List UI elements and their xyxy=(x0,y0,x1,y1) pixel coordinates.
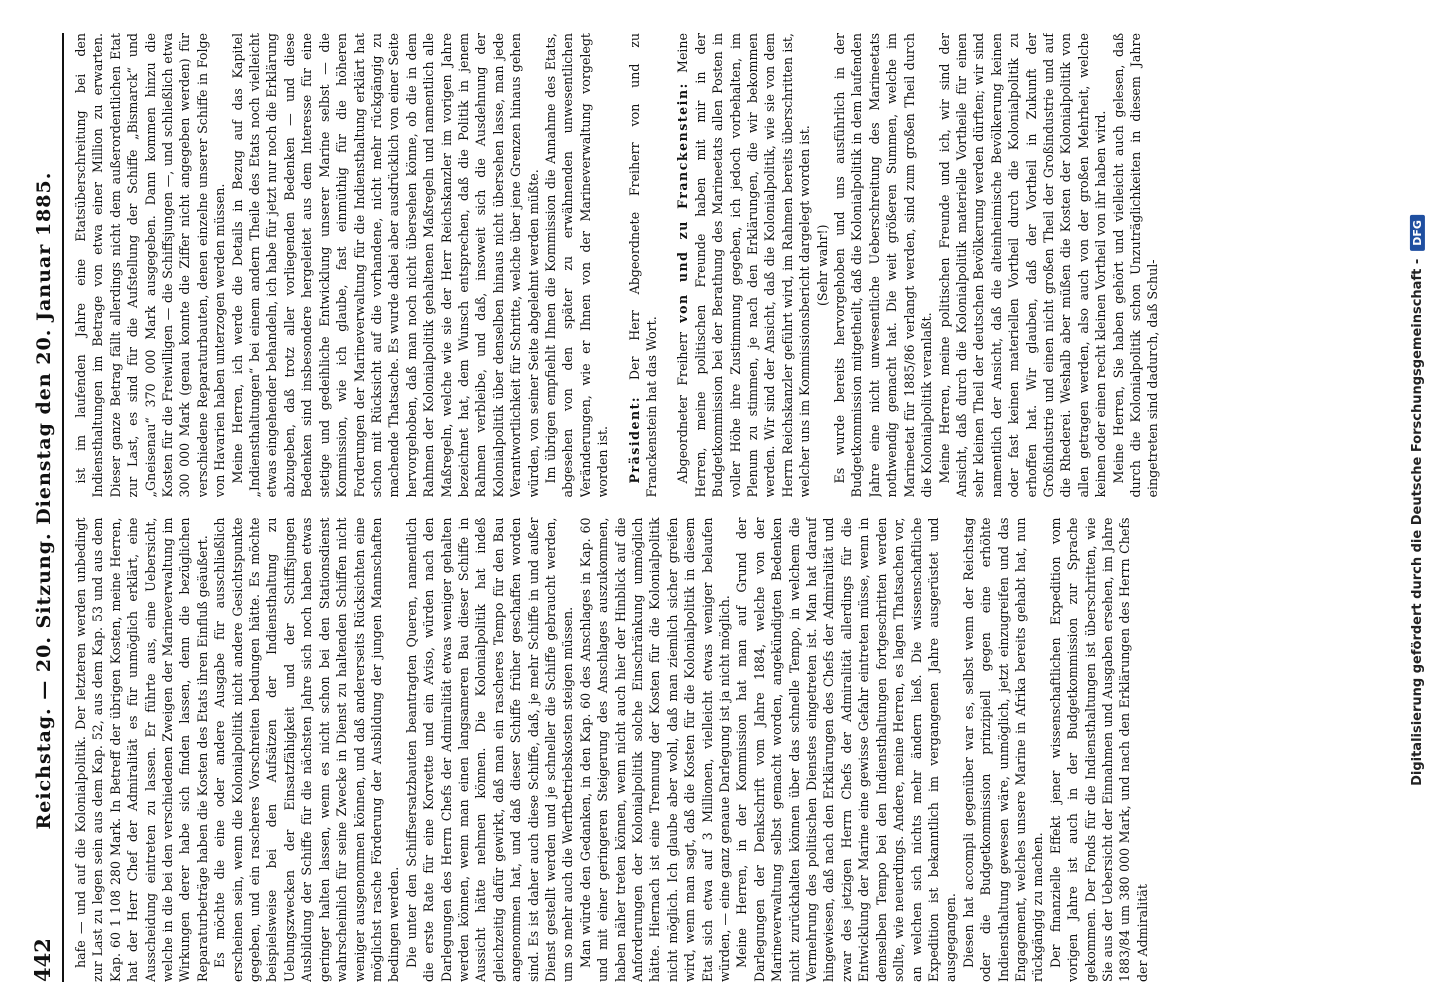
watermark-text: Digitalisierung gefördert durch die Deutsche Forschungsgemeinschaft - xyxy=(1409,258,1425,786)
president-text: Der Herr Abgeordnete Freiherr von und zu Franckenstein hat das Wort. xyxy=(626,33,659,498)
dfg-watermark xyxy=(1402,0,1432,1000)
dfg-logo-icon: DFG xyxy=(1410,215,1425,251)
paragraph: Meine Herren, meine politischen Freunde und ich, wir sind der Ansicht, daß durch die Kolonialpolitik materielle Vortheile für einen sehr kleinen Theil der deutschen Bevölkerung werden dürften; wir sind namentlich der Ansicht, daß die alteinheimische Bevölkerung keinen oder fast keinen materiellen Vortheil durch die Kolonialpolitik zu erhoffen hat. Wir glauben, daß der Vortheil in Zukunft der Großindustrie und einen nicht großen Theil der Großindustrie und auf die Rhederei. Weshalb aber müßen die Kosten der Kolonialpolitik von allen getragen werden, also auch von der großen Mehrheit, welche keinen oder einen recht kleinen Vortheil von ihr haben wird. xyxy=(936,33,1109,498)
page-number: 442 xyxy=(30,938,55,982)
president-paragraph xyxy=(626,33,661,498)
paragraph: Die unter den Schiffsersatzbauten beantragten Queren, namentlich die erste Rate für eine Korvette und ein Aviso, würden nach den Darlegungen des Herrn Chefs der Admiralität etwas weniger gehalten werden können, wenn man einen langsameren Bau dieser Schiffe in Aussicht hätte nehmen können. Die Kolonialpolitik hat indeß gleichzeitig dafür gewirkt, daß man ein rascheres Tempo für den Bau angenommen hat, und daß dieser Schiffe früher geschaffen worden sind. Es ist daher auch diese Schiffe, daß, je mehr Schiffe in und außer Dienst gestellt werden und je schneller die Schiffe gebraucht werden, um so mehr auch die Werftbetriebskosten steigen müssen. xyxy=(403,517,576,982)
column-left xyxy=(72,518,1392,983)
paragraph: Diesen hat accompli gegenüber war es, selbst wenn der Reichstag oder die Budgetkommission prinzipiell gegen eine erhöhte Indiensthaltung gewesen wäre, unmöglich, jetzt einzugreifen und das Engagement, welches unsere Marine in Afrika bereits gehabt hat, nun rückgängig zu machen. xyxy=(960,517,1046,982)
speaker-paragraph xyxy=(674,33,813,498)
paragraph: Im übrigen empfiehlt Ihnen die Kommission die Annahme des Etats, abgesehen von den später zu erwähnenden unwesentlichen Veränderungen, wie er Ihnen von der Marineverwaltung vorgelegt worden ist. xyxy=(542,33,611,498)
rotated-page xyxy=(16,15,1411,1000)
paragraph: Es möchte die eine oder andere Ausgabe für ausschließlich erscheinen sein, wenn die Kolonialpolitik nicht andere Gesichtspunkte gegeben, und ein rascheres Vorschreiten bedungen hätte. Es möchte beispielsweise bei den Aufsätzen der Indiensthaltung zu Uebungszwecken der Einsatzfähigkeit und der Schiffsjungen Ausbildung der Schiffe für die nächsten Jahre sich noch haben etwas geringer halten lassen, wenn es nicht schon bei den Stationsdienst wahrscheinlich für seine Zwecke in Dienst zu haltenden Schiffen nicht weniger ausgenommen können, und daß andererseits Rücksichten eine möglichst rasche Förderung der Ausbildung der jungen Mannschaften bedingen werden. xyxy=(212,517,402,982)
running-title: Reichstag. — 20. Sitzung. Dienstag den 20. Januar 1885. xyxy=(33,171,55,830)
paragraph: Es wurde bereits hervorgehoben und uns ausführlich in der Budgetkommission mitgetheilt, daß die Kolonialpolitik in dem laufenden Jahre eine nicht unwesentliche Ueberschreitung des Marineetats nothwendig gemacht hat. Die weit größeren Summen, welche im Marineetat für 1885/86 verlangt werden, sind zum großen Theil durch die Kolonialpolitik veranlaßt. xyxy=(832,33,935,498)
column-right xyxy=(72,33,1392,498)
paragraph: Meine Herren, meine politischen Freunde haben mit mir in der Budgetkommission bei der Berathung des Marineetats allen Posten in voller Höhe ihre Zustimmung gegeben, ich jedoch vorbehalten, im Plenum zu stimmen, je nach den Erklärungen, die wir bekommen werden. Wir sind der Ansicht, daß die Kolonialpolitik, wie sie von dem Herrn Reichskanzler geführt wird, im Rahmen bereits überschritten ist, welcher uns im Kommissionsbericht dargelegt worden ist. xyxy=(675,33,813,498)
paragraph: Man würde den Gedanken, in den Kap. 60 des Anschlages in Kap. 60 und mit einer geringeren Steigerung des Anschlages auszukommen, haben näher treten können, wenn nicht auch hier der Hinblick auf die Anforderungen der Kolonialpolitik solche Einschränkung unmöglich hätte. Hiernach ist eine Trennung der Kosten für die Kolonialpolitik nicht möglich. Ich glaube aber wohl, daß man ziemlich sicher greifen wird, wenn man sagt, daß die Kosten für die Kolonialpolitik in diesem Etat sich etwa auf 3 Millionen, vielleicht etwas weniger belaufen würden, — eine ganz genaue Darlegung ist ja nicht möglich. xyxy=(577,517,733,982)
separator xyxy=(666,33,668,498)
paragraph: Der finanzielle Effekt jener wissenschaftlichen Expedition vom vorigen Jahre ist auch in der Budgetkommission zur Sprache gekommen. Der Fonds für die Indiensthaltungen ist überschritten, wie Sie aus der Uebersicht der Einnahmen und Ausgaben ersehen, im Jahre 1883/84 um 380 000 Mark, und nach den Erklärungen des Herrn Chefs der Admiralität xyxy=(1047,517,1150,982)
separator xyxy=(618,33,620,498)
paragraph: Meine Herren, ich werde die Details in Bezug auf das Kapitel „Indiensthaltungen“ bei einem andern Theile des Etats noch vielleicht etwas eingehender behandeln, ich habe für jetzt nur noch die Erklärung abzugeben, daß trotz aller vorliegenden Bedenken — und diese Bedenken sind insbesondere hergeleitet aus dem Interesse für eine stetige und gedeihliche Entwicklung unserer Marine selbst — die Kommission, wie ich glaube, fast einmüthig für die höheren Forderungen der Marineverwaltung für die Indiensthaltung erklärt hat schon mit Rücksicht auf die vorhandene, nicht mehr rückgängig zu machende Thatsache. Es wurde dabei aber ausdrücklich von einer Seite hervorgehoben, daß man noch nicht übersehen könne, ob die in dem Rahmen der Kolonialpolitik gehaltenen Maßregeln und namentlich alle Maßregeln, welche wie sie der Herr Reichskanzler im vorigen Jahre bezeichnet hat, dem Wunsch entsprechen, daß die Politik in jenem Rahmen verbleibe, und daß, insoweit sich die Ausdehnung der Kolonialpolitik über denselben hinaus nicht übersehen lasse, man jede Verantwortlichkeit für Schritte, welche über jene Grenzen hinaus gehen würden, von seiner Seite abgelehnt werden müßte. xyxy=(229,33,541,498)
paragraph: Meine Herren, Sie haben gehört und vielleicht auch gelesen, daß durch die Kolonialpolitik schon Unzuträglichkeiten in diesem Jahre eingetreten sind dadurch, daß Schul- xyxy=(1110,33,1161,498)
paragraph: ist im laufenden Jahre eine Etatsüberschreitung bei den Indiensthaltungen im Betrage von etwa einer Million zu erwarten. Dieser ganze Betrag fällt allerdings nicht dem außerordentlichen Etat zur Last, es sind für die Aufstellung der Schiffe „Bismarck“ und „Gneisenau“ 370 000 Mark ausgegeben. Dann kommen hinzu die Kosten für die Freiwilligen — die Schiffsjungen —, und schließlich etwa 300 000 Mark (genau konnte die Ziffer nicht angegeben werden) für verschiedene Reparaturbauten, denen einzelne unserer Schiffe in Folge von Havarien haben unterzogen werden müssen. xyxy=(73,33,228,498)
page-header xyxy=(30,33,64,982)
paragraph: Meine Herren, in der Kommission hat man auf Grund der Darlegungen der Denkschrift vom Jahre 1884, welche von der Marineverwaltung selbst gemacht worden, angekündigten Bedenken nicht zurückhalten können über das schnelle Tempo, in welchem die Vermehrung des politischen Dienstes eingetreten ist. Man hat darauf hingewiesen, daß nach den Erklärungen des Chefs der Admiralität und zwar des jetzigen Herrn Chefs der Admiralität allerdings für die Entwicklung der Marine eine gewisse Gefahr eintreten müsse, wenn in demselben Tempo bei den Indiensthaltungen fortgeschritten werden sollte, wie neuerdings. Andere, meine Herren, es lagen Thatsachen vor, an welchen sich nichts mehr ändern ließ. Die wissenschaftliche Expedition ist bekanntlich im vergangenen Jahre ausgerüstet und ausgegangen. xyxy=(734,517,959,982)
text-columns xyxy=(72,33,1392,982)
speaker-name: von und zu Franckenstein: xyxy=(675,82,691,323)
applause-note: (Sehr wahr!) xyxy=(814,224,830,307)
speaker-intro: Abgeordneter Freiherr xyxy=(675,331,691,484)
paragraph: hafe — und auf die Kolonialpolitik. Der letzteren werden unbedingt zur Last zu legen sein aus dem Kap. 52, aus dem Kap. 53 und aus dem Kap. 60 1 108 280 Mark. In Betreff der übrigen Kosten, meine Herren, hat der Herr Chef der Admiralität es für unmöglich erklärt, eine Ausscheidung eintreten zu lassen. Er führte aus, eine Uebersicht, welche in die bei den verschiedenen Zweigen der Marineverwaltung im Wirkungen derer habe sich finden lassen, denn die bezüglichen Reparaturbeträge haben die Kosten des Etats ihren Einfluß geäußert. xyxy=(73,517,210,982)
president-label: Präsident: xyxy=(626,395,642,484)
